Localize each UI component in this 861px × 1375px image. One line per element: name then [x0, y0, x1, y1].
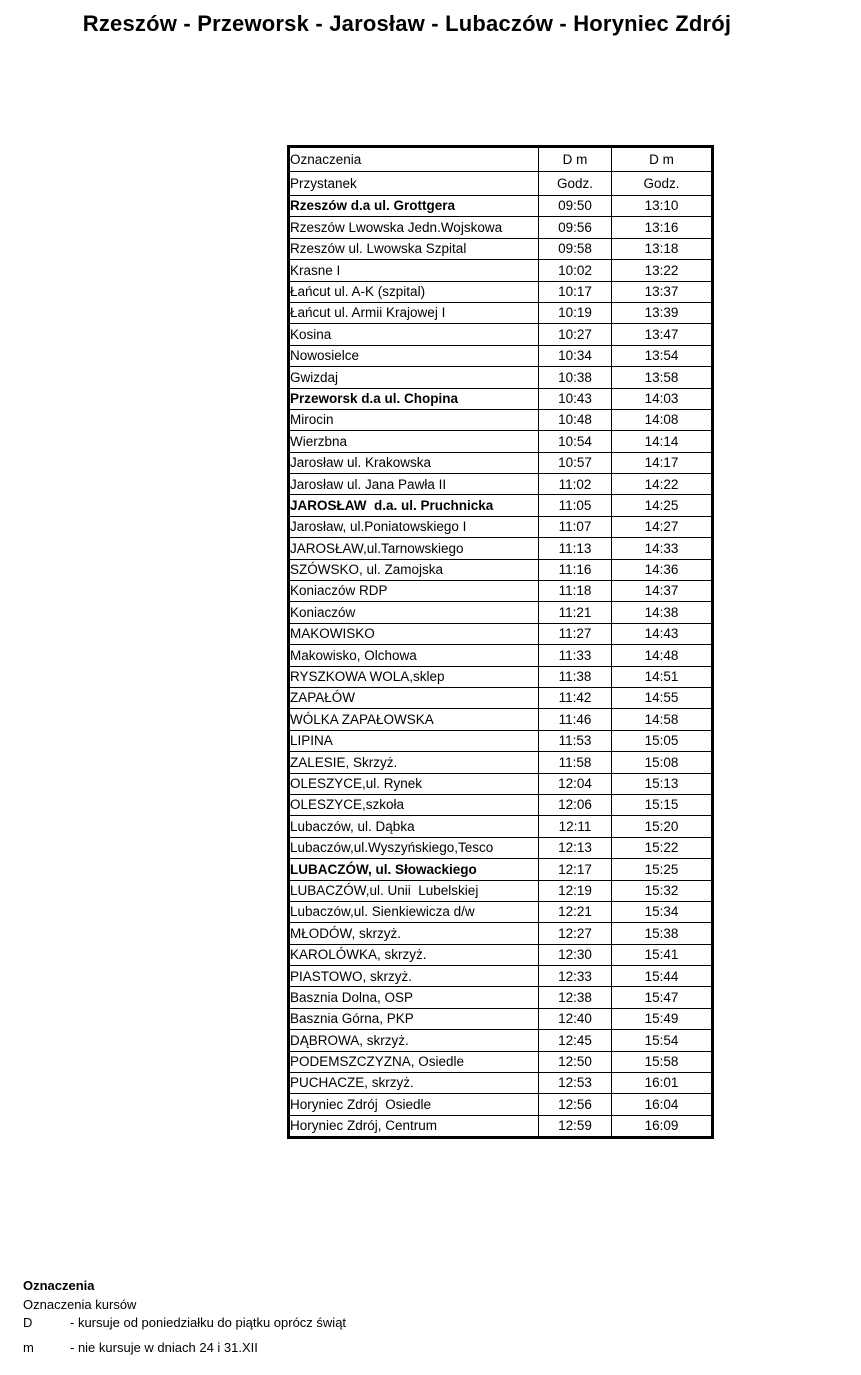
stop-name: Lubaczów,ul. Sienkiewicza d/w — [289, 901, 539, 922]
legend-symbol: D — [23, 1315, 33, 1330]
departure-time-2: 15:20 — [612, 816, 713, 837]
table-row — [289, 1115, 713, 1137]
legend — [23, 1278, 346, 1356]
departure-time-2: 13:37 — [612, 281, 713, 302]
table-row — [289, 966, 713, 987]
departure-time-1: 12:06 — [539, 794, 612, 815]
departure-time-2: 16:09 — [612, 1115, 713, 1137]
table-row — [289, 645, 713, 666]
departure-time-2: 15:41 — [612, 944, 713, 965]
departure-time-2: 14:43 — [612, 623, 713, 644]
stop-name: Nowosielce — [289, 345, 539, 366]
departure-time-1: 10:57 — [539, 452, 612, 473]
legend-item — [23, 1315, 346, 1331]
stop-name: Mirocin — [289, 409, 539, 430]
legend-description: - nie kursuje w dniach 24 i 31.XII — [70, 1340, 258, 1355]
departure-time-1: 12:59 — [539, 1115, 612, 1137]
stop-name: Lubaczów, ul. Dąbka — [289, 816, 539, 837]
stop-name: Horyniec Zdrój, Centrum — [289, 1115, 539, 1137]
stop-name: Przeworsk d.a ul. Chopina — [289, 388, 539, 409]
departure-time-1: 10:27 — [539, 324, 612, 345]
departure-time-1: 11:58 — [539, 752, 612, 773]
stop-name: KAROLÓWKA, skrzyż. — [289, 944, 539, 965]
page-title: Rzeszów - Przeworsk - Jarosław - Lubaczów - Horyniec Zdrój — [82, 11, 732, 36]
departure-time-2: 13:47 — [612, 324, 713, 345]
stop-name: Basznia Górna, PKP — [289, 1008, 539, 1029]
departure-time-1: 10:43 — [539, 388, 612, 409]
departure-time-1: 11:16 — [539, 559, 612, 580]
departure-time-2: 13:58 — [612, 367, 713, 388]
timetable-body — [289, 196, 713, 1138]
departure-time-2: 15:08 — [612, 752, 713, 773]
stop-name: LUBACZÓW,ul. Unii Lubelskiej — [289, 880, 539, 901]
departure-time-2: 14:17 — [612, 452, 713, 473]
table-row — [289, 901, 713, 922]
departure-time-2: 16:04 — [612, 1094, 713, 1115]
departure-time-1: 10:02 — [539, 260, 612, 281]
departure-time-1: 11:53 — [539, 730, 612, 751]
departure-time-2: 14:25 — [612, 495, 713, 516]
service-codes-row — [289, 147, 713, 172]
departure-time-2: 14:33 — [612, 538, 713, 559]
departure-time-2: 15:47 — [612, 987, 713, 1008]
table-row — [289, 752, 713, 773]
departure-time-1: 09:56 — [539, 217, 612, 238]
departure-time-1: 11:18 — [539, 581, 612, 602]
departure-time-1: 12:53 — [539, 1073, 612, 1094]
stop-name: JAROSŁAW d.a. ul. Pruchnicka — [289, 495, 539, 516]
table-row — [289, 880, 713, 901]
table-row — [289, 730, 713, 751]
table-row — [289, 452, 713, 473]
departure-time-1: 12:11 — [539, 816, 612, 837]
departure-time-1: 12:56 — [539, 1094, 612, 1115]
legend-items — [23, 1315, 346, 1356]
stop-name: Rzeszów ul. Lwowska Szpital — [289, 238, 539, 259]
table-row — [289, 409, 713, 430]
departure-time-1: 10:19 — [539, 302, 612, 323]
table-row — [289, 666, 713, 687]
table-row — [289, 1073, 713, 1094]
departure-time-1: 11:02 — [539, 474, 612, 495]
stop-name: Krasne I — [289, 260, 539, 281]
table-row — [289, 1030, 713, 1051]
departure-time-1: 12:40 — [539, 1008, 612, 1029]
table-row — [289, 1094, 713, 1115]
departure-time-1: 11:27 — [539, 623, 612, 644]
table-row — [289, 238, 713, 259]
stop-name: SZÓWSKO, ul. Zamojska — [289, 559, 539, 580]
departure-time-2: 15:25 — [612, 859, 713, 880]
legend-item — [23, 1340, 346, 1356]
table-row — [289, 581, 713, 602]
stop-name: Koniaczów RDP — [289, 581, 539, 602]
table-row — [289, 367, 713, 388]
service-code-column-1: D m — [539, 147, 612, 172]
departure-time-2: 15:54 — [612, 1030, 713, 1051]
table-row — [289, 302, 713, 323]
departure-time-1: 10:38 — [539, 367, 612, 388]
stop-name: Kosina — [289, 324, 539, 345]
legend-heading: Oznaczenia — [23, 1278, 95, 1293]
stop-name: Koniaczów — [289, 602, 539, 623]
stop-name: Jarosław ul. Krakowska — [289, 452, 539, 473]
table-row — [289, 474, 713, 495]
table-row — [289, 281, 713, 302]
table-row — [289, 773, 713, 794]
stop-name: MAKOWISKO — [289, 623, 539, 644]
departure-time-1: 11:07 — [539, 516, 612, 537]
departure-time-1: 11:13 — [539, 538, 612, 559]
departure-time-1: 11:46 — [539, 709, 612, 730]
departure-time-1: 11:21 — [539, 602, 612, 623]
table-row — [289, 944, 713, 965]
departure-time-2: 13:39 — [612, 302, 713, 323]
stop-name: JAROSŁAW,ul.Tarnowskiego — [289, 538, 539, 559]
departure-time-2: 14:14 — [612, 431, 713, 452]
time-column-label-2: Godz. — [612, 172, 713, 196]
departure-time-2: 15:34 — [612, 901, 713, 922]
departure-time-1: 12:17 — [539, 859, 612, 880]
departure-time-2: 14:22 — [612, 474, 713, 495]
header-oznaczenia-label: Oznaczenia — [289, 147, 539, 172]
table-row — [289, 709, 713, 730]
stop-name: Łańcut ul. A-K (szpital) — [289, 281, 539, 302]
stop-name: Wierzbna — [289, 431, 539, 452]
departure-time-1: 12:30 — [539, 944, 612, 965]
departure-time-1: 11:33 — [539, 645, 612, 666]
departure-time-1: 12:45 — [539, 1030, 612, 1051]
departure-time-1: 12:27 — [539, 923, 612, 944]
departure-time-1: 12:04 — [539, 773, 612, 794]
table-row — [289, 495, 713, 516]
legend-subheading: Oznaczenia kursów — [23, 1297, 137, 1312]
departure-time-1: 11:42 — [539, 687, 612, 708]
table-row — [289, 260, 713, 281]
stop-name: PIASTOWO, skrzyż. — [289, 966, 539, 987]
departure-time-2: 15:44 — [612, 966, 713, 987]
service-code-column-2: D m — [612, 147, 713, 172]
time-column-label-1: Godz. — [539, 172, 612, 196]
timetable-header — [289, 147, 713, 196]
departure-time-1: 10:34 — [539, 345, 612, 366]
table-row — [289, 324, 713, 345]
departure-time-2: 16:01 — [612, 1073, 713, 1094]
departure-time-2: 13:16 — [612, 217, 713, 238]
departure-time-2: 13:18 — [612, 238, 713, 259]
departure-time-2: 14:58 — [612, 709, 713, 730]
departure-time-1: 11:38 — [539, 666, 612, 687]
departure-time-2: 15:15 — [612, 794, 713, 815]
departure-time-2: 14:51 — [612, 666, 713, 687]
stop-name: OLESZYCE,szkoła — [289, 794, 539, 815]
departure-time-2: 15:05 — [612, 730, 713, 751]
table-row — [289, 837, 713, 858]
departure-time-2: 14:55 — [612, 687, 713, 708]
departure-time-1: 09:58 — [539, 238, 612, 259]
stop-column-label: Przystanek — [289, 172, 539, 196]
stop-name: Łańcut ul. Armii Krajowej I — [289, 302, 539, 323]
stop-name: Lubaczów,ul.Wyszyńskiego,Tesco — [289, 837, 539, 858]
stop-name: Basznia Dolna, OSP — [289, 987, 539, 1008]
departure-time-2: 13:54 — [612, 345, 713, 366]
departure-time-1: 12:50 — [539, 1051, 612, 1072]
table-row — [289, 538, 713, 559]
departure-time-1: 10:48 — [539, 409, 612, 430]
table-row — [289, 388, 713, 409]
departure-time-2: 14:03 — [612, 388, 713, 409]
departure-time-2: 13:22 — [612, 260, 713, 281]
column-labels-row — [289, 172, 713, 196]
table-row — [289, 516, 713, 537]
departure-time-2: 14:36 — [612, 559, 713, 580]
table-row — [289, 1008, 713, 1029]
table-row — [289, 816, 713, 837]
departure-time-2: 15:13 — [612, 773, 713, 794]
departure-time-1: 12:21 — [539, 901, 612, 922]
stop-name: LUBACZÓW, ul. Słowackiego — [289, 859, 539, 880]
table-row — [289, 923, 713, 944]
departure-time-1: 10:17 — [539, 281, 612, 302]
stop-name: LIPINA — [289, 730, 539, 751]
stop-name: DĄBROWA, skrzyż. — [289, 1030, 539, 1051]
stop-name: RYSZKOWA WOLA,sklep — [289, 666, 539, 687]
table-row — [289, 602, 713, 623]
departure-time-2: 15:49 — [612, 1008, 713, 1029]
departure-time-2: 15:22 — [612, 837, 713, 858]
table-row — [289, 559, 713, 580]
table-row — [289, 345, 713, 366]
timetable — [287, 145, 714, 1139]
table-row — [289, 687, 713, 708]
stop-name: MŁODÓW, skrzyż. — [289, 923, 539, 944]
departure-time-1: 12:19 — [539, 880, 612, 901]
legend-symbol: m — [23, 1340, 34, 1355]
departure-time-2: 14:37 — [612, 581, 713, 602]
stop-name: OLESZYCE,ul. Rynek — [289, 773, 539, 794]
table-row — [289, 1051, 713, 1072]
departure-time-2: 15:58 — [612, 1051, 713, 1072]
departure-time-2: 15:32 — [612, 880, 713, 901]
table-row — [289, 859, 713, 880]
departure-time-2: 14:08 — [612, 409, 713, 430]
stop-name: ZALESIE, Skrzyż. — [289, 752, 539, 773]
departure-time-1: 11:05 — [539, 495, 612, 516]
table-row — [289, 987, 713, 1008]
departure-time-2: 15:38 — [612, 923, 713, 944]
legend-description: - kursuje od poniedziałku do piątku oprócz świąt — [70, 1315, 347, 1330]
stop-name: Jarosław ul. Jana Pawła II — [289, 474, 539, 495]
departure-time-2: 13:10 — [612, 196, 713, 217]
stop-name: Horyniec Zdrój Osiedle — [289, 1094, 539, 1115]
departure-time-2: 14:48 — [612, 645, 713, 666]
stop-name: WÓLKA ZAPAŁOWSKA — [289, 709, 539, 730]
departure-time-1: 10:54 — [539, 431, 612, 452]
table-row — [289, 794, 713, 815]
stop-name: Rzeszów Lwowska Jedn.Wojskowa — [289, 217, 539, 238]
departure-time-2: 14:27 — [612, 516, 713, 537]
table-row — [289, 431, 713, 452]
stop-name: Gwizdaj — [289, 367, 539, 388]
departure-time-1: 12:38 — [539, 987, 612, 1008]
departure-time-1: 09:50 — [539, 196, 612, 217]
departure-time-1: 12:33 — [539, 966, 612, 987]
table-row — [289, 623, 713, 644]
stop-name: Jarosław, ul.Poniatowskiego I — [289, 516, 539, 537]
stop-name: Makowisko, Olchowa — [289, 645, 539, 666]
stop-name: Rzeszów d.a ul. Grottgera — [289, 196, 539, 217]
table-row — [289, 196, 713, 217]
departure-time-1: 12:13 — [539, 837, 612, 858]
departure-time-2: 14:38 — [612, 602, 713, 623]
stop-name: PUCHACZE, skrzyż. — [289, 1073, 539, 1094]
table-row — [289, 217, 713, 238]
stop-name: PODEMSZCZYZNA, Osiedle — [289, 1051, 539, 1072]
stop-name: ZAPAŁÓW — [289, 687, 539, 708]
